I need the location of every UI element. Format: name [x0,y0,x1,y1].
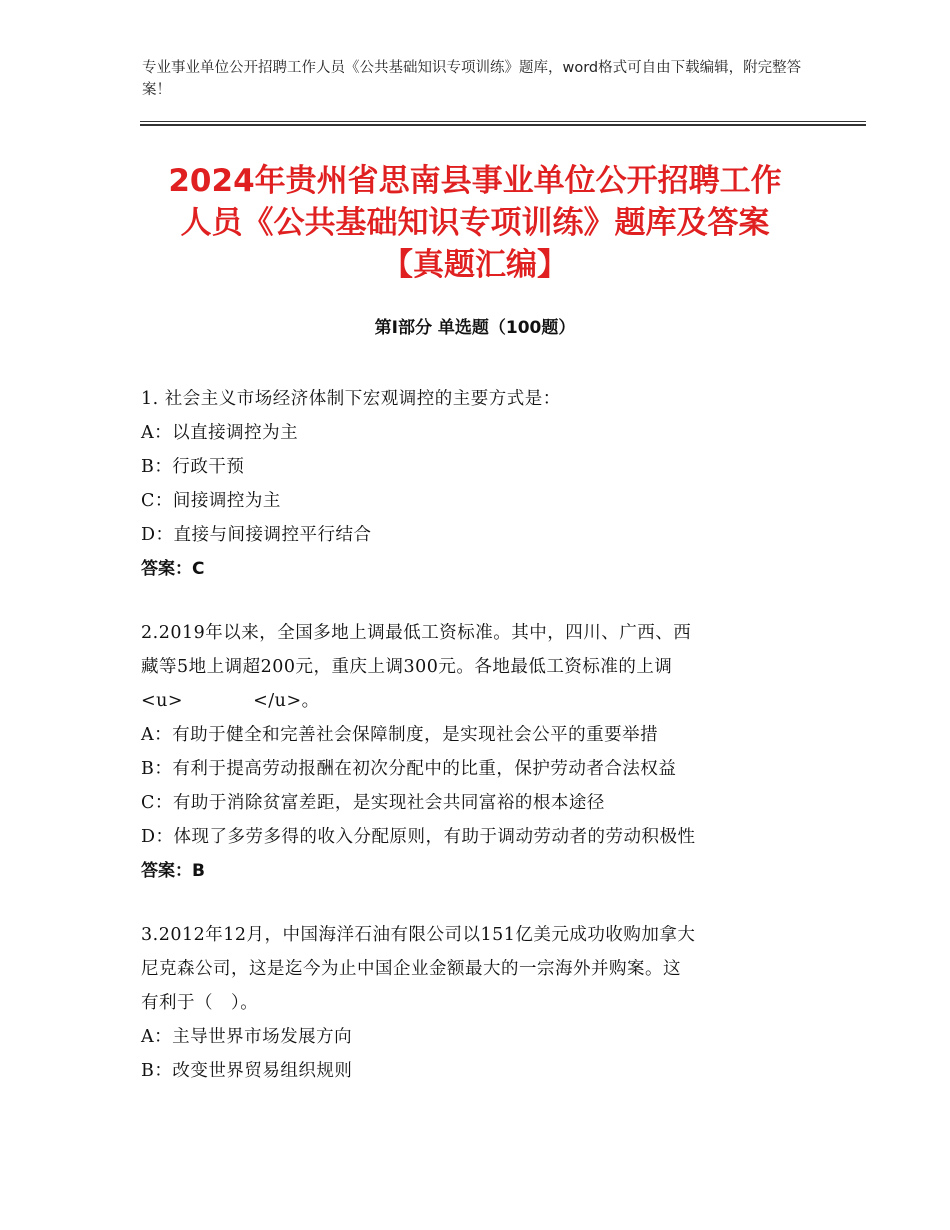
answer-value: C [192,559,205,579]
question-3 [141,918,813,1088]
title-line-1: 2024年贵州省思南县事业单位公开招聘工作 [168,163,782,199]
question-stem: 1. 社会主义市场经济体制下宏观调控的主要方式是： [141,389,561,409]
underline-close-tag: </u>。 [253,691,320,711]
option-c: C：有助于消除贫富差距，是实现社会共同富裕的根本途径 [141,793,605,813]
question-1 [141,382,813,586]
answer-line [141,854,813,888]
title-line-2: 人员《公共基础知识专项训练》题库及答案 [180,205,770,241]
question-stem-line-3: 有利于（ ）。 [141,993,259,1013]
question-stem-line-2: 藏等5地上调超200元，重庆上调300元。各地最低工资标准的上调 [141,657,673,677]
answer-line [141,552,813,586]
answer-label: 答案： [141,559,192,579]
option-b: B：改变世界贸易组织规则 [141,1061,353,1081]
question-stem-tail [141,684,813,718]
option-b: B：有利于提高劳动报酬在初次分配中的比重，保护劳动者合法权益 [141,759,677,779]
header-note: 专业事业单位公开招聘工作人员《公共基础知识专项训练》题库，word格式可自由下载编辑，附完整答案！ [142,60,802,98]
question-list [141,382,813,1118]
question-2 [141,616,813,888]
question-stem-line-2: 尼克森公司，这是迄今为止中国企业金额最大的一宗海外并购案。这 [141,959,681,979]
option-a: A：以直接调控为主 [141,423,299,443]
option-b: B：行政干预 [141,457,245,477]
answer-value: B [192,861,205,881]
option-d: D：直接与间接调控平行结合 [141,525,372,545]
section-title: 第Ⅰ部分 单选题（100题） [374,318,576,338]
underline-open-tag: <u> [141,691,184,711]
question-stem-line-1: 3.2012年12月，中国海洋石油有限公司以151亿美元成功收购加拿大 [141,925,696,945]
option-c: C：间接调控为主 [141,491,281,511]
title-line-3: 【真题汇编】 [382,247,568,283]
answer-label: 答案： [141,861,192,881]
option-a: A：主导世界市场发展方向 [141,1027,353,1047]
question-stem-line-1: 2.2019年以来，全国多地上调最低工资标准。其中，四川、广西、西 [141,623,692,643]
header-divider [140,121,866,126]
option-a: A：有助于健全和完善社会保障制度，是实现社会公平的重要举措 [141,725,659,745]
document-title [140,160,810,286]
option-d: D：体现了多劳多得的收入分配原则，有助于调动劳动者的劳动积极性 [141,827,696,847]
